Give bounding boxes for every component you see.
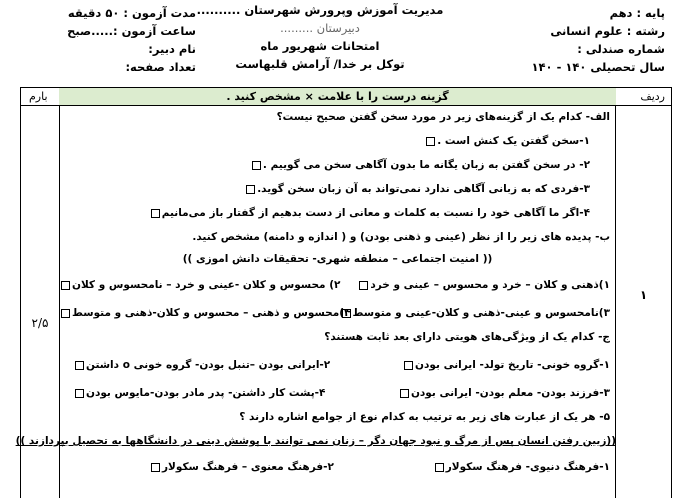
exam-header <box>0 0 673 87</box>
header-school-info <box>196 3 444 72</box>
option-item[interactable]: ۴-اگر ما آگاهی خود را نسبت به کلمات و معانی از دست بدهیم از گفتار باز می‌مانیم <box>149 205 590 221</box>
question-5: ۵- هر یک از عبارت های زیر به ترتیب به کدام نوع از جوامع اشاره دارند ؟ <box>239 411 610 423</box>
question-5-subtitle: ((زیین رفتن انسان پس از مرگ و نبود جهان دگر – زنان نمی توانند با پوشش دینی در دانشگاهها به تحصیل بپردازند )) <box>15 435 616 447</box>
checkbox-icon[interactable] <box>61 309 70 318</box>
question-jim: ج- کدام یک از ویژگی‌های هویتی دارای بعد ثابت هستند؟ <box>324 331 610 343</box>
checkbox-icon[interactable] <box>75 361 84 370</box>
motto-label: توکل بر خدا/ آرامش قلبهاست <box>235 57 405 71</box>
page-count-label: تعداد صفحه: <box>125 60 196 74</box>
option-item[interactable]: ۳-فرزند بودن- معلم بودن- ایرانی بودن <box>398 385 610 401</box>
row-number: ۱ <box>639 288 648 302</box>
checkbox-icon[interactable] <box>61 281 70 290</box>
exam-time-label: ساعت آزمون :.....صبح <box>67 24 196 38</box>
question-be-subtitle: (( امنیت اجتماعی – منطقه شهری- تحقیقات دانش اموزی )) <box>182 253 493 265</box>
option-item[interactable]: ۲- در سخن گفتن به زبان یگانه ما بدون آگاهی سخن می گوییم . <box>250 157 590 173</box>
academic-year-label: سال تحصیلی ۱۴۰ - ۱۴۰ <box>531 60 665 74</box>
major-label: رشته : علوم انسانی <box>550 24 665 38</box>
checkbox-icon[interactable] <box>359 281 368 290</box>
header-student-info <box>455 6 665 75</box>
header-exam-info <box>6 6 196 75</box>
duration-label: مدت آزمون : ۵۰ دقیقه <box>67 6 196 20</box>
option-item[interactable]: ۱-گروه خونی- تاریخ تولد- ایرانی بودن <box>402 357 610 373</box>
checkbox-icon[interactable] <box>426 137 435 146</box>
option-item[interactable]: ۱-سخن گفتن یک کنش است . <box>424 133 590 149</box>
option-item[interactable]: ۳)نامحسوس و عینی-ذهنی و کلان-عینی و متوسط <box>340 305 610 321</box>
row-score: ۲/۵ <box>31 316 49 330</box>
seat-number-label: شماره صندلی : <box>577 42 665 56</box>
grade-label: پایه : دهم <box>609 6 665 20</box>
school-label: دبیرستان ......... <box>280 21 360 35</box>
checkbox-icon[interactable] <box>246 185 255 194</box>
option-item[interactable]: ۲-ایرانی بودن –تنبل بودن- گروه خونی o داشتن <box>73 357 330 373</box>
teacher-label: نام دبیر: <box>148 42 196 56</box>
option-item[interactable]: ۲) محسوس و کلان -عینی و خرد – نامحسوس و کلان <box>59 277 340 293</box>
checkbox-icon[interactable] <box>151 209 160 218</box>
checkbox-icon[interactable] <box>404 361 413 370</box>
option-item[interactable]: ۳-فردی که به زبانی آگاهی ندارد نمی‌تواند به آن زبان سخن گوید. <box>244 181 590 197</box>
option-item[interactable]: ۱-فرهنگ دنیوی- فرهنگ سکولار <box>433 459 610 475</box>
option-item[interactable]: ۴)محسوس و ذهنی – محسوس و کلان-ذهنی و متوسط <box>59 305 350 321</box>
option-item[interactable]: ۴-پشت کار داشتن- پدر مادر بودن-مایوس بودن <box>73 385 325 401</box>
education-office-label: مدیریت آموزش وپرورش شهرستان .......... <box>196 3 444 17</box>
checkbox-icon[interactable] <box>435 463 444 472</box>
question-be: ب- پدیده های زیر را از نظر (عینی و ذهنی بودن) و ( اندازه و دامنه) مشخص کنید. <box>192 231 610 243</box>
question-table <box>15 87 672 498</box>
checkbox-icon[interactable] <box>75 389 84 398</box>
checkbox-icon[interactable] <box>151 463 160 472</box>
instruction-banner: گزینه درست را با علامت × مشخص کنید . <box>59 88 616 105</box>
exam-title: امتحانات شهریور ماه <box>260 39 380 53</box>
checkbox-icon[interactable] <box>400 389 409 398</box>
question-alef: الف- کدام یک از گزینه‌های زیر در مورد سخن گفتن صحیح نیست؟ <box>276 111 610 123</box>
row-column-header: ردیف <box>640 90 665 103</box>
option-item[interactable]: ۱)ذهنی و کلان – خرد و محسوس – عینی و خرد <box>357 277 610 293</box>
score-column-header: بارم <box>29 90 48 103</box>
option-item[interactable]: ۲-فرهنگ معنوی – فرهنگ سکولار <box>149 459 334 475</box>
checkbox-icon[interactable] <box>252 161 261 170</box>
